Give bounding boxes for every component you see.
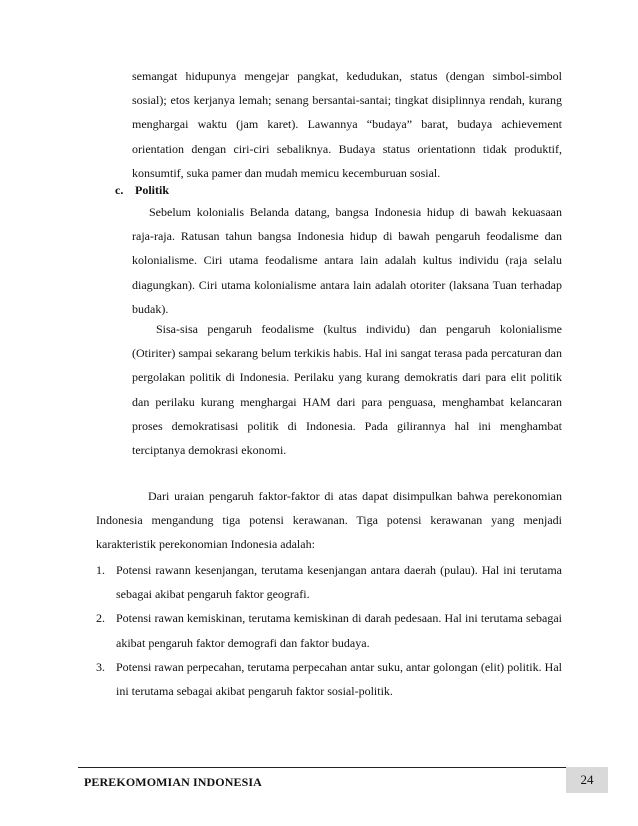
- paragraph-kesimpulan: Dari uraian pengaruh faktor-faktor di atas dapat disimpulkan bahwa perekonomian Indonesia mengandung tiga potensi kerawanan. Tiga potensi kerawanan yang menjadi karakteristik perekonomian Indonesia adalah:: [96, 489, 562, 552]
- list-item: [96, 558, 562, 606]
- page-number: 24: [566, 767, 608, 793]
- paragraph-budaya: semangat hidupunya mengejar pangkat, kedudukan, status (dengan simbol-simbol sosial); etos kerjanya lemah; senang bersantai-santai; tingkat disiplinnya rendah, kurang menghargai waktu (jam karet). Lawannya “budaya” barat, budaya achievement orientation dengan ciri-ciri sebaliknya. Budaya status orientationn tidak produktif, konsumtif, suka pamer dan mudah memicu kecemburuan sosial.: [132, 69, 562, 180]
- list-item-text: Potensi rawan kemiskinan, terutama kemiskinan di darah pedesaan. Hal ini terutama sebagai akibat pengaruh faktor demografi dan faktor budaya.: [116, 611, 562, 650]
- list-item-number: 1.: [96, 563, 105, 577]
- footer-divider: [78, 767, 586, 768]
- list-item: [96, 655, 562, 703]
- list-item-number: 3.: [96, 659, 105, 674]
- list-item-text: Potensi rawann kesenjangan, terutama kesenjangan antara daerah (pulau). Hal ini terutama sebagai akibat pengaruh faktor geografi.: [116, 563, 562, 602]
- section-heading-politik: [115, 178, 169, 202]
- paragraph-politik-1: Sebelum kolonialis Belanda datang, bangsa Indonesia hidup di bawah kekuasaan raja-raja. Ratusan tahun bangsa Indonesia hidup di bawah pengaruh feodalisme dan kolonialisme. Ciri utama feodalisme antara lain adalah kultus individu (raja selalu diagungkan). Ciri utama kolonialisme antara lain adalah otoriter (laksana Tuan terhadap budak).: [132, 205, 562, 316]
- section-heading-label: c.: [115, 183, 124, 197]
- list-item-text: Potensi rawan perpecahan, terutama perpecahan antar suku, antar golongan (elit) politik. Hal ini terutama sebagai akibat pengaruh faktor sosial-politik.: [116, 659, 562, 699]
- footer-title: PEREKOMOMIAN INDONESIA: [84, 775, 262, 789]
- list-item-number: 2.: [96, 611, 105, 626]
- section-heading-title: Politik: [135, 183, 170, 197]
- kerawanan-list: [96, 558, 562, 703]
- list-item: [96, 606, 562, 654]
- paragraph-politik-2: Sisa-sisa pengaruh feodalisme (kultus individu) dan pengaruh kolonialisme (Otiriter) sampai sekarang belum terkikis habis. Hal ini sangat terasa pada percaturan dan pergolakan politik di Indonesia. Perilaku yang kurang demokratis dari para elit politik dan perilaku kurang menghargai HAM dari para penguasa, menghambat kelancaran proses demokratisasi politik di Indonesia. Pada gilirannya hal ini menghambat terciptanya demokrasi ekonomi.: [132, 322, 562, 458]
